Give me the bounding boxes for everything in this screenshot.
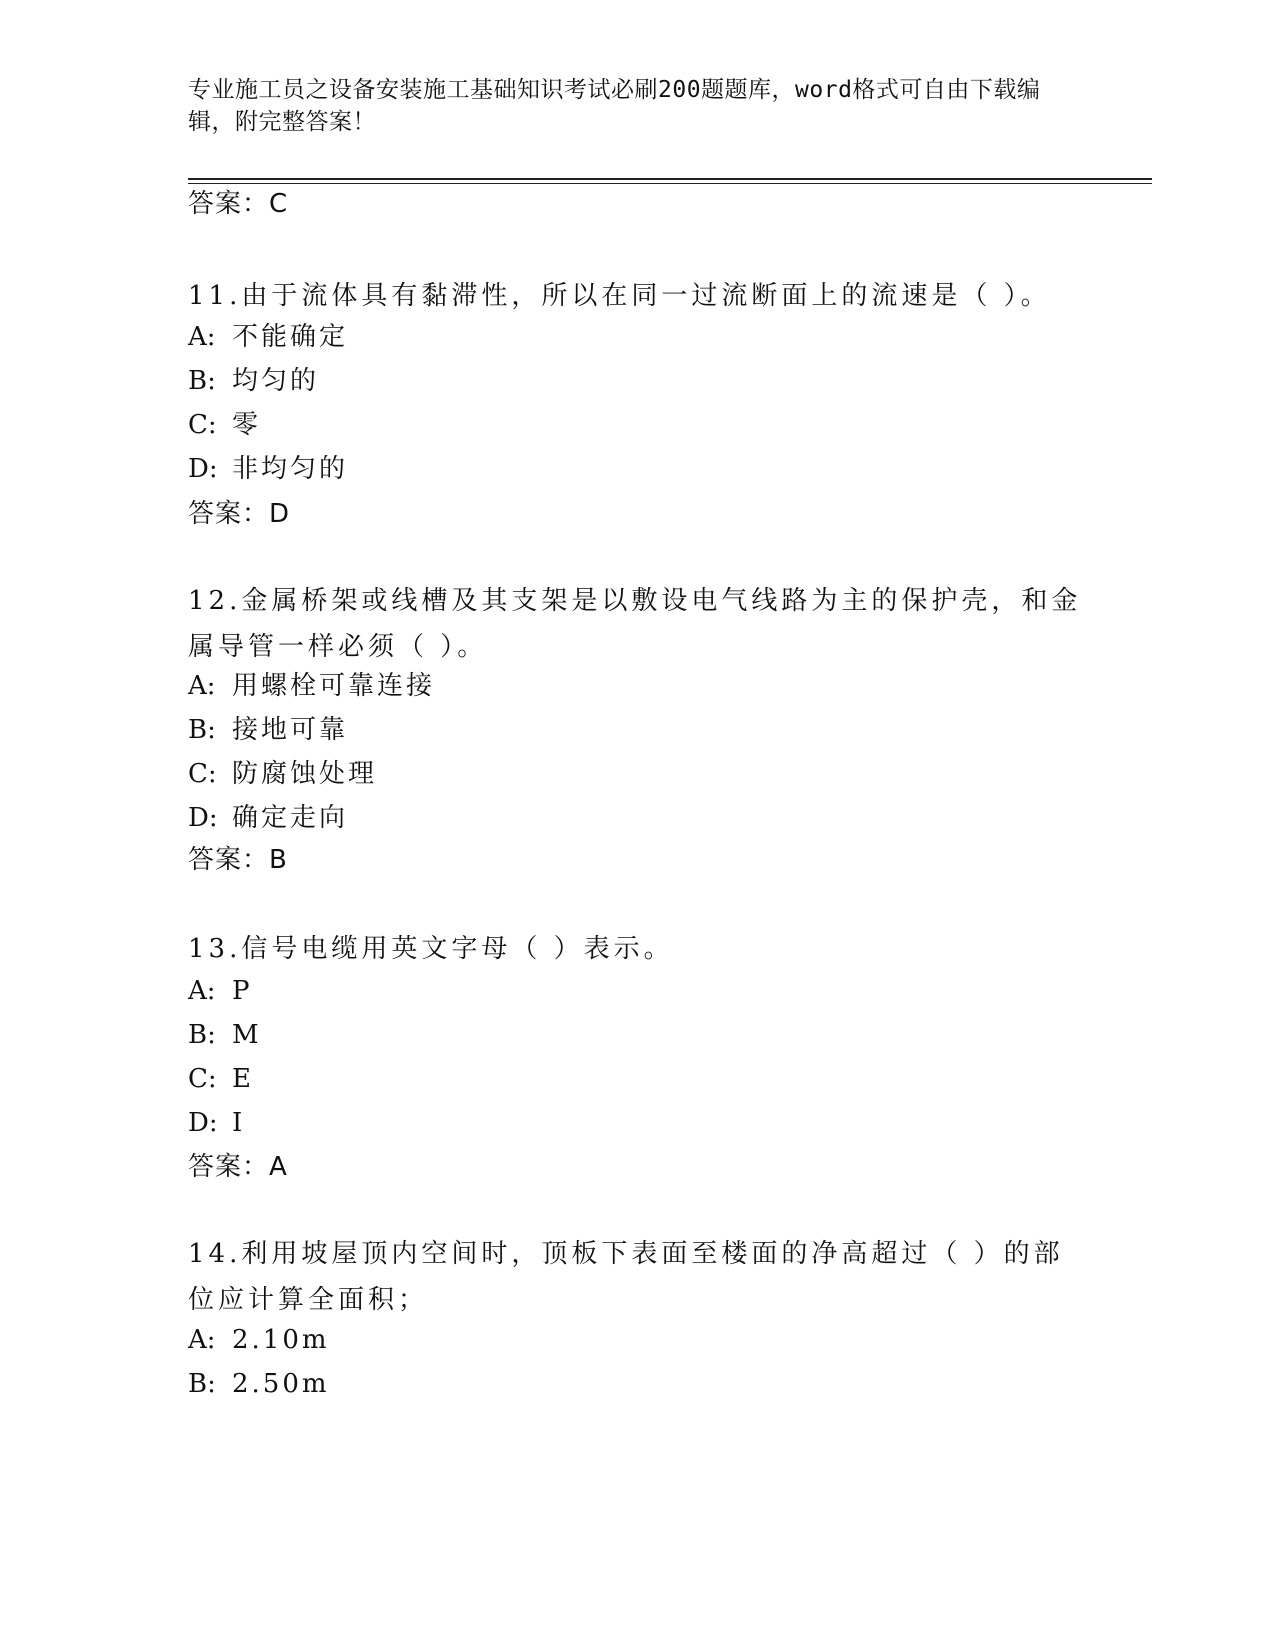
question-14-text: 14.利用坡屋顶内空间时，顶板下表面至楼面的净高超过（ ）的部位应计算全面积； — [188, 1239, 1064, 1315]
option-text: 确定走向 — [232, 803, 349, 833]
option-text: 2.10m — [232, 1325, 330, 1355]
question-14-option-b — [188, 1367, 330, 1401]
option-letter: A: — [188, 1325, 216, 1355]
question-11-answer: 答案：D — [188, 499, 291, 529]
option-letter: B: — [188, 715, 216, 745]
option-text: 零 — [232, 410, 262, 440]
question-13-option-d — [188, 1106, 245, 1140]
question-12-option-c — [188, 757, 377, 791]
option-text: P — [232, 976, 253, 1006]
option-text: 非均匀的 — [232, 454, 349, 484]
header-rule-thick — [188, 178, 1152, 180]
option-text: I — [232, 1108, 246, 1138]
option-text: E — [232, 1064, 254, 1094]
option-letter: B: — [188, 1369, 216, 1399]
question-13-text: 13.信号电缆用英文字母（ ）表示。 — [188, 934, 674, 964]
option-letter: D: — [188, 454, 218, 484]
option-text: 用螺栓可靠连接 — [232, 671, 436, 701]
option-letter: C: — [188, 759, 217, 789]
question-11-option-a — [188, 320, 348, 354]
question-11-option-b — [188, 364, 319, 398]
question-14-option-a — [188, 1323, 330, 1357]
option-text: 不能确定 — [232, 322, 349, 352]
option-letter: D: — [188, 1108, 218, 1138]
question-13-answer: 答案：A — [188, 1152, 288, 1182]
question-11-option-c — [188, 408, 261, 442]
option-text: 防腐蚀处理 — [232, 759, 378, 789]
option-letter: A: — [188, 671, 216, 701]
question-11-text: 11.由于流体具有黏滞性，所以在同一过流断面上的流速是（ ）。 — [188, 281, 1051, 311]
option-text: 接地可靠 — [232, 715, 349, 745]
question-12-option-a — [188, 669, 435, 703]
question-12-answer: 答案：B — [188, 845, 288, 875]
question-13-option-c — [188, 1062, 254, 1096]
option-letter: A: — [188, 322, 216, 352]
question-12-option-d — [188, 801, 348, 835]
option-letter: B: — [188, 1020, 216, 1050]
top-answer: 答案：C — [188, 189, 289, 219]
question-13-option-b — [188, 1018, 262, 1052]
option-letter: C: — [188, 1064, 217, 1094]
option-letter: C: — [188, 410, 217, 440]
option-text: 均匀的 — [232, 366, 320, 396]
option-letter: B: — [188, 366, 216, 396]
question-13-option-a — [188, 974, 253, 1008]
question-12-text: 12.金属桥架或线槽及其支架是以敷设电气线路为主的保护壳，和金属导管一样必须（ ）。 — [188, 586, 1082, 662]
option-letter: D: — [188, 803, 218, 833]
header-rule-thin — [188, 183, 1152, 184]
option-text: 2.50m — [232, 1369, 330, 1399]
option-letter: A: — [188, 976, 216, 1006]
question-12-option-b — [188, 713, 348, 747]
question-11-option-d — [188, 452, 348, 486]
document-header: 专业施工员之设备安装施工基础知识考试必刷200题题库，word格式可自由下载编辑，附完整答案！ — [188, 77, 1041, 135]
option-text: M — [232, 1020, 262, 1050]
